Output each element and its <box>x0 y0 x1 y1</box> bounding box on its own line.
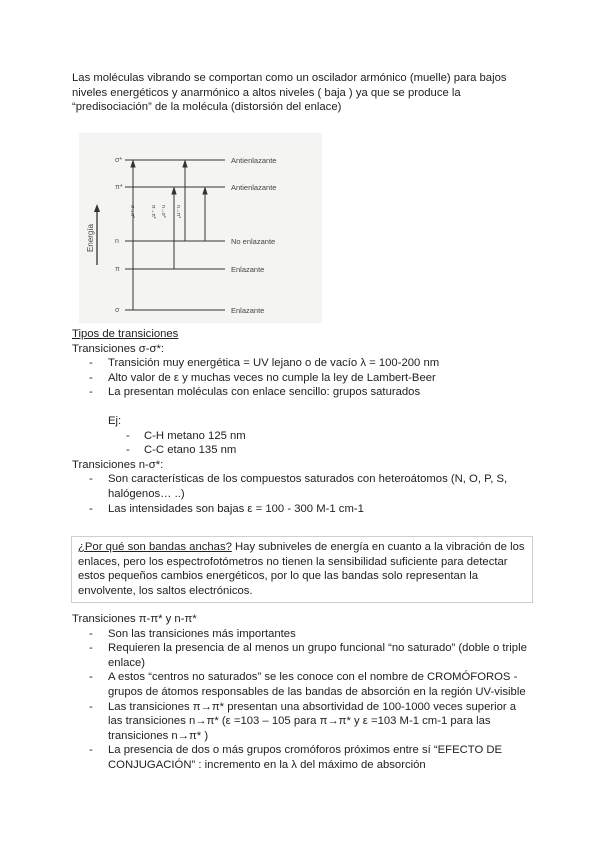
level-label: No enlazante <box>231 237 276 246</box>
list-item: - La presentan moléculas con enlace sencillo: grupos saturados <box>72 385 532 400</box>
pi-pi-star-title: Transiciones π-π* y n-π* <box>72 613 197 625</box>
list-item: - Son características de los compuestos saturados con heteroátomos (N, O, P, S, halógenos… ..) <box>72 472 532 501</box>
level-symbol: π <box>115 266 120 273</box>
level-n <box>115 237 275 246</box>
transition-types-section <box>72 327 532 516</box>
level-sigma-star <box>115 156 276 165</box>
list-item: - Alto valor de ε y muchas veces no cumple la ley de Lambert-Beer <box>72 371 532 386</box>
n-sigma-star-list <box>72 472 532 516</box>
level-label: Enlazante <box>231 306 265 315</box>
level-label: Enlazante <box>231 265 265 274</box>
level-sigma <box>115 306 264 315</box>
transition-label: n→π* <box>175 205 181 219</box>
list-item: - Las transiciones π→π* presentan una absortividad de 100-1000 veces superior a las transiciones n→π* (ε =103 – 105 para π→π* y ε =103 M-1 cm-1 para las transiciones n→π* ) <box>72 700 532 744</box>
section-heading: Tipos de transiciones <box>72 328 179 340</box>
list-item: - C-H metano 125 nm <box>72 429 532 444</box>
energy-diagram-svg <box>79 133 322 323</box>
level-label: Antienlazante <box>231 156 277 165</box>
transition-pi-pi-star <box>150 188 176 269</box>
energy-level-diagram <box>79 133 322 323</box>
level-symbol: n <box>115 238 119 245</box>
sigma-sigma-star-list <box>72 356 532 400</box>
level-pi-star <box>115 183 276 192</box>
list-item: - Las intensidades son bajas ε = 100 - 300 M-1 cm-1 <box>72 502 532 517</box>
transition-n-pi-star <box>175 188 207 241</box>
level-symbol: σ* <box>115 157 123 164</box>
transition-label: π→π* <box>150 205 156 219</box>
transition-label: σ→σ* <box>129 205 135 219</box>
intro-paragraph: Las moléculas vibrando se comportan como un oscilador armónico (muelle) para bajos niveles energéticos y anarmónico a altos niveles ( baja ) ya que se produce la “predisociación” de la molécula (distorsión del enlace) <box>72 72 507 114</box>
energy-axis-label: Energía <box>86 223 95 253</box>
note-question: ¿Por qué son bandas anchas? <box>78 541 232 553</box>
note-answer: Hay subniveles de energía en cuanto a la vibración de los enlaces, pero los espectrofotómetros no tienen la sensibilidad suficiente para detectar estos pequeños cambios energéticos, por lo que las bandas solo representan la envolvente, los saltos electrónicos. <box>78 541 525 597</box>
list-item: - A estos “centros no saturados” se les conoce con el nombre de CROMÓFOROS - grupos de átomos responsables de las bandas de absorción en la región UV-visible <box>72 670 532 699</box>
level-label: Antienlazante <box>231 183 277 192</box>
transition-label: n→σ* <box>160 205 166 218</box>
list-item: - C-C etano 135 nm <box>72 443 532 458</box>
example-label: Ej: <box>108 414 122 427</box>
list-item: - Requieren la presencia de al menos un grupo funcional “no saturado” (doble o triple enlace) <box>72 641 532 670</box>
energy-axis <box>86 204 100 265</box>
pi-pi-star-list <box>72 627 532 773</box>
n-sigma-star-title: Transiciones n-σ*: <box>72 458 164 471</box>
broad-bands-note-box <box>71 536 533 603</box>
level-symbol: π* <box>115 184 123 191</box>
sigma-sigma-star-title: Transiciones σ-σ*: <box>72 342 165 355</box>
level-symbol: σ <box>115 307 120 314</box>
pi-pi-star-section <box>72 612 532 773</box>
example-list <box>72 429 532 458</box>
list-item: - Transición muy energética = UV lejano o de vacío λ = 100-200 nm <box>72 356 532 371</box>
energy-arrow-icon <box>94 204 100 212</box>
level-pi <box>115 265 264 274</box>
transition-sigma-sigma-star <box>129 161 135 310</box>
list-item: - La presencia de dos o más grupos cromóforos próximos entre sí “EFECTO DE CONJUGACIÓN” : incremento en la λ del máximo de absorción <box>72 743 532 772</box>
list-item: - Son las transiciones más importantes <box>72 627 532 642</box>
